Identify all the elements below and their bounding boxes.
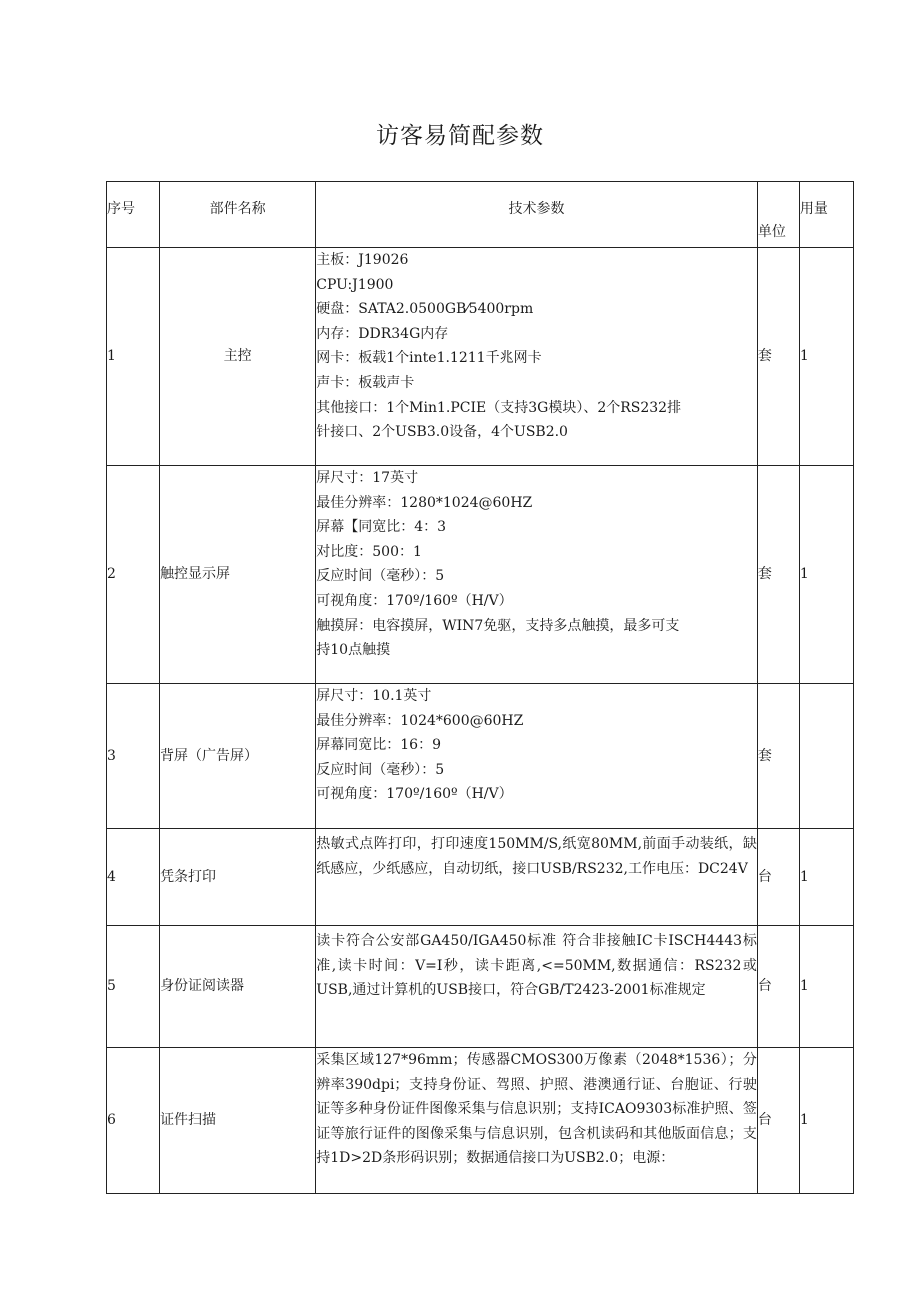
spec-line: 屏尺寸：17英寸 [316, 470, 419, 486]
row-spec [316, 248, 758, 466]
spec-line: 最佳分辨率：1280*1024@60HZ [316, 494, 533, 511]
row-qty [799, 684, 853, 829]
row-qty: 1 [799, 466, 853, 684]
row-name: 背屏（广告屏） [160, 684, 316, 829]
row-name: 身份证阅读器 [160, 926, 316, 1048]
row-qty: 1 [799, 829, 853, 926]
row-no: 5 [107, 926, 160, 1048]
spec-line: 屏幕同宽比：16：9 [316, 737, 441, 754]
spec-line: 主板：J19026 [316, 252, 409, 268]
spec-line: 屏幕【同宽比：4：3 [316, 519, 447, 536]
row-no: 1 [107, 248, 160, 466]
spec-line: 内存：DDR34G内存 [316, 325, 449, 342]
table-header-row [107, 182, 854, 248]
spec-line: 持10点触摸 [316, 642, 391, 659]
spec-line: 其他接口：1个Min1.PCIE（支持3G模块）、2个RS232排 [316, 399, 682, 416]
page-title: 访客易简配参数 [376, 123, 544, 149]
row-name: 证件扫描 [160, 1048, 316, 1194]
row-unit: 台 [757, 1048, 799, 1194]
row-spec [316, 1048, 758, 1194]
table-row [107, 1048, 854, 1194]
table-row [107, 466, 854, 684]
spec-text: 热敏式点阵打印，打印速度150MM/S,纸宽80MM,前面手动装纸，缺纸感应，少纸感应，自动切纸，接口USB/RS232,工作电压：DC24V [316, 836, 757, 877]
row-qty: 1 [799, 248, 853, 466]
spec-line: 反应时间（毫秒）：5 [316, 568, 445, 585]
spec-line: 反应时间（毫秒）：5 [316, 761, 445, 778]
row-name: 触控显示屏 [160, 466, 316, 684]
spec-line: 声卡：板载声卡 [316, 374, 415, 391]
row-qty: 1 [799, 1048, 853, 1194]
spec-line: 屏尺寸：10.1英寸 [316, 688, 432, 704]
spec-line: 最佳分辨率：1024*600@60HZ [316, 712, 524, 729]
spec-text: 采集区域127*96mm；传感器CMOS300万像素（2048*1536）；分辨率390dpi；支持身份证、驾照、护照、港澳通行证、台胞证、行驶证等多种身份证件图像采集与信息识别；支持ICAO9303标准护照、签证等旅行证件的图像采集与信息识别，包含机读码和其他版面信息；支持1D>2D条形码识别；数据通信接口为USB2.0；电源： [316, 1052, 757, 1167]
row-unit: 台 [757, 926, 799, 1048]
spec-line: CPU:J1900 [316, 276, 394, 293]
table-row [107, 926, 854, 1048]
spec-text: 读卡符合公安部GA450/IGA450标准 符合非接触IC卡ISCH4443标准,读卡时间：V=I秒，读卡距离,<=50MM,数据通信：RS232或USB,通过计算机的USB接口，符合GB/T2423-2001标准规定 [316, 933, 757, 999]
row-no: 6 [107, 1048, 160, 1194]
header-unit: 单位 [757, 182, 799, 248]
spec-table [106, 181, 854, 1194]
row-unit: 套 [757, 248, 799, 466]
row-spec [316, 829, 758, 926]
header-no: 序号 [107, 182, 160, 248]
row-spec [316, 926, 758, 1048]
row-no: 3 [107, 684, 160, 829]
header-name: 部件名称 [160, 182, 316, 248]
row-name: 凭条打印 [160, 829, 316, 926]
spec-line: 网卡：板载1个inte1.1211千兆网卡 [316, 350, 542, 367]
spec-line: 硬盘：SATA2.0500GB⁄5400rpm [316, 301, 534, 318]
row-unit: 套 [757, 466, 799, 684]
table-row [107, 248, 854, 466]
header-spec: 技术参数 [316, 182, 758, 248]
spec-line: 对比度：500：1 [316, 543, 422, 560]
row-unit: 套 [757, 684, 799, 829]
row-name: 主控 [160, 248, 316, 466]
header-qty: 用量 [799, 182, 853, 248]
row-spec [316, 684, 758, 829]
table-row [107, 829, 854, 926]
row-qty: 1 [799, 926, 853, 1048]
spec-line: 可视角度：170º/160º（H/V） [316, 786, 513, 803]
row-no: 2 [107, 466, 160, 684]
row-no: 4 [107, 829, 160, 926]
spec-line: 可视角度：170º/160º（H/V） [316, 592, 513, 609]
row-spec [316, 466, 758, 684]
spec-line: 针接口、2个USB3.0设备，4个USB2.0 [316, 424, 568, 441]
row-unit: 台 [757, 829, 799, 926]
table-row [107, 684, 854, 829]
spec-line: 触摸屏：电容摸屏，WIN7免驱，支持多点触摸，最多可支 [316, 617, 680, 634]
